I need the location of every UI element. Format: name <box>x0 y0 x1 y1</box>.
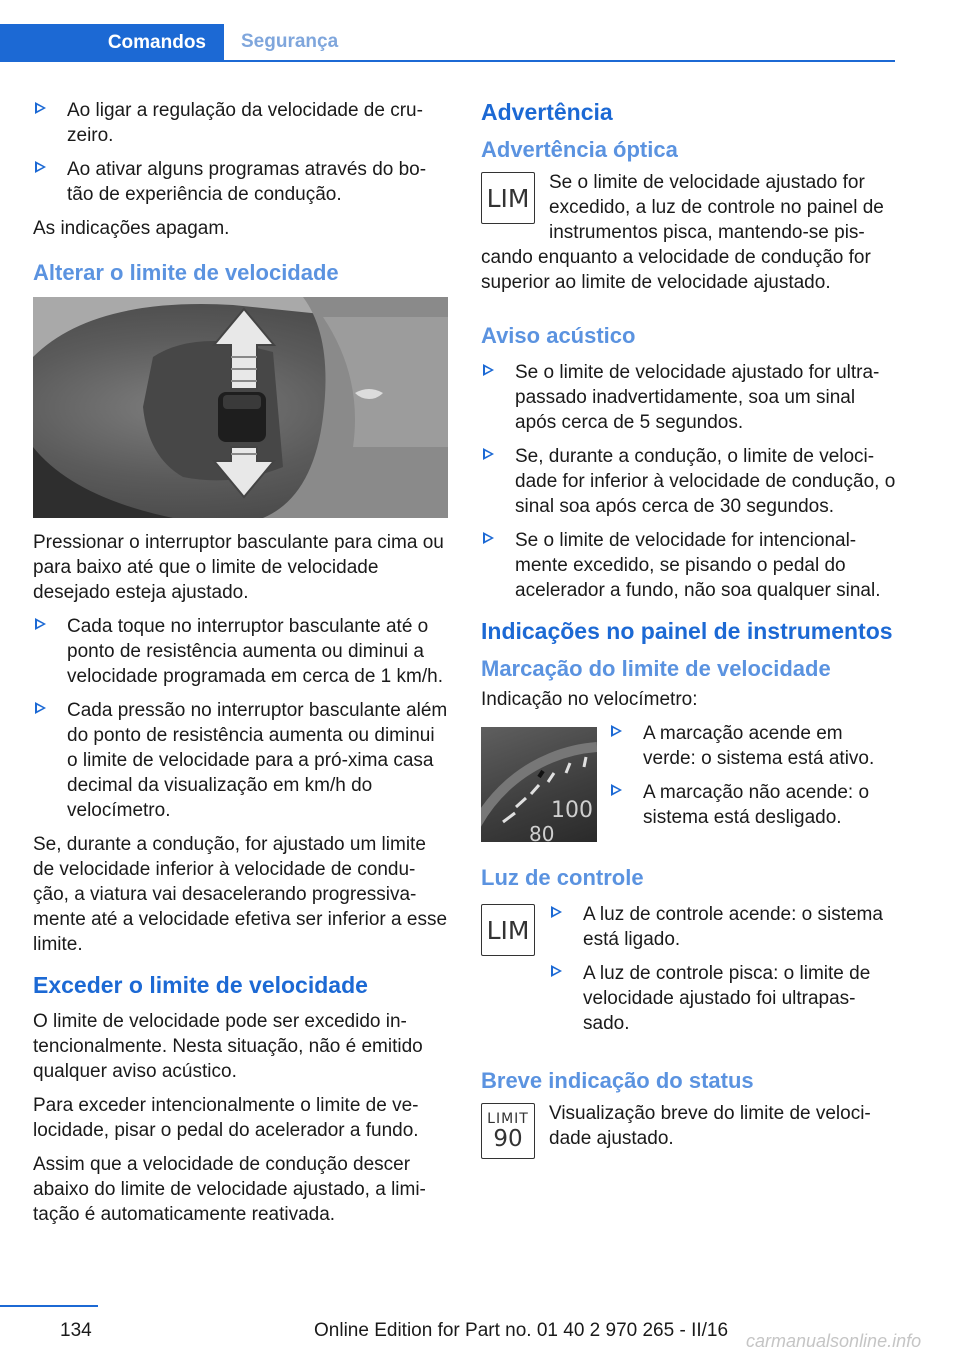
triangle-bullet-icon <box>611 784 622 796</box>
triangle-bullet-icon <box>35 161 46 173</box>
paragraph-marcacao: Indicação no velocímetro: <box>481 689 698 710</box>
list-item: A luz de controle acende: o sistema está ligado. <box>549 902 896 952</box>
header-tabs <box>0 24 895 62</box>
heading-alterar-limite: Alterar o limite de velocidade <box>33 260 339 285</box>
list-item: Se o limite de velocidade ajustado for ultra-passado inadvertidamente, soa um sinal após cerca de 5 segundos. <box>481 360 896 435</box>
aviso-bullet-list <box>481 360 896 603</box>
advertencia-optica-block <box>481 170 896 304</box>
marcacao-bullet-list <box>609 721 896 830</box>
heading-marcacao-limite: Marcação do limite de velocidade <box>481 656 831 681</box>
list-item: Ao ativar alguns programas através do bo-tão de experiência de condução. <box>33 157 448 207</box>
limit-90-icon: LIMIT 90 <box>481 1103 535 1159</box>
triangle-bullet-icon <box>483 448 494 460</box>
triangle-bullet-icon <box>551 965 562 977</box>
paragraph-exceder-1: O limite de velocidade pode ser excedido in-tencionalmente. Nesta situação, não é emitido qualquer aviso acústico. <box>33 1011 423 1082</box>
lim-indicator-icon: LIM <box>481 172 535 224</box>
paragraph-conducao: Se, durante a condução, for ajustado um limite de velocidade inferior à velocidade de condu-ção, a viatura vai desacelerando progressiva-mente até a velocidade efetiva ser inferior a esse limite. <box>33 834 448 955</box>
heading-exceder-limite: Exceder o limite de velocidade <box>33 972 368 998</box>
heading-advertencia-optica: Advertência óptica <box>481 137 678 162</box>
paragraph-advertencia-optica: Se o limite de velocidade ajustado for excedido, a luz de controle no painel de instrumentos pisca, mantendo-se pis-cando enquanto a velocidade de condução for superior ao limite de velocidade ajustado. <box>481 172 884 293</box>
triangle-bullet-icon <box>483 364 494 376</box>
footer-divider <box>0 1305 98 1307</box>
page-number: 134 <box>60 1320 92 1341</box>
edition-text: Online Edition for Part no. 01 40 2 970 265 - II/16 <box>314 1320 729 1341</box>
steering-wheel-illustration <box>33 297 448 518</box>
paragraph-exceder-2: Para exceder intencionalmente o limite de ve-locidade, pisar o pedal do acelerador a fundo. <box>33 1095 419 1141</box>
luz-controle-block <box>481 902 896 1053</box>
tab-seguranca[interactable]: Segurança <box>224 24 895 62</box>
list-item: Ao ligar a regulação da velocidade de cru-zeiro. <box>33 98 448 148</box>
marcacao-block <box>481 721 896 850</box>
paragraph-breve-indicacao: Visualização breve do limite de veloci-dade ajustado. <box>549 1103 871 1149</box>
intro-text: As indicações apagam. <box>33 218 230 239</box>
triangle-bullet-icon <box>35 102 46 114</box>
speedometer-photo <box>481 727 597 842</box>
list-item: A marcação não acende: o sistema está desligado. <box>609 780 896 830</box>
steering-wheel-photo <box>33 297 448 518</box>
speedo-label-100: 100 <box>551 798 593 823</box>
list-item: Se o limite de velocidade for intencional-mente excedido, se pisando o pedal do acelerador a fundo, não soa qualquer sinal. <box>481 528 896 603</box>
list-item: Cada toque no interruptor basculante até o ponto de resistência aumenta ou diminui a velocidade programada em cerca de 1 km/h. <box>33 614 448 689</box>
heading-aviso-acustico: Aviso acústico <box>481 323 636 348</box>
speedometer-illustration <box>481 727 597 842</box>
watermark-text: carmanualsonline.info <box>746 1331 922 1351</box>
right-column <box>481 98 896 1163</box>
triangle-bullet-icon <box>483 532 494 544</box>
triangle-bullet-icon <box>551 906 562 918</box>
triangle-bullet-icon <box>35 618 46 630</box>
left-column <box>33 98 448 1236</box>
list-item: A luz de controle pisca: o limite de velocidade ajustado foi ultrapas-sado. <box>549 961 896 1036</box>
tab-comandos[interactable]: Comandos <box>0 24 224 62</box>
paragraph-pressionar: Pressionar o interruptor basculante para cima ou para baixo até que o limite de velocidade desejado esteja ajustado. <box>33 532 444 603</box>
triangle-bullet-icon <box>35 702 46 714</box>
lim-indicator-icon: LIM <box>481 904 535 956</box>
heading-indicacoes-painel: Indicações no painel de instrumentos <box>481 618 893 644</box>
list-item: Cada pressão no interruptor basculante além do ponto de resistência aumenta ou diminui o limite de velocidade para a pró-xima casa decimal da visualização em km/h do velocímetro. <box>33 698 448 823</box>
intro-bullet-list <box>33 98 448 207</box>
list-item: A marcação acende em verde: o sistema está ativo. <box>609 721 896 771</box>
breve-indicacao-block <box>481 1101 896 1163</box>
list-item: Se, durante a condução, o limite de veloci-dade for inferior à velocidade de condução, o sinal soa após cerca de 30 segundos. <box>481 444 896 519</box>
heading-breve-indicacao: Breve indicação do status <box>481 1068 754 1093</box>
speedo-label-80: 80 <box>529 822 555 842</box>
triangle-bullet-icon <box>611 725 622 737</box>
heading-advertencia: Advertência <box>481 99 613 125</box>
pressionar-bullet-list <box>33 614 448 823</box>
paragraph-exceder-3: Assim que a velocidade de condução descer abaixo do limite de velocidade ajustado, a limi-tação é automaticamente reativada. <box>33 1154 426 1225</box>
heading-luz-controle: Luz de controle <box>481 865 644 890</box>
luz-bullet-list <box>549 902 896 1045</box>
marcacao-text <box>609 721 896 839</box>
